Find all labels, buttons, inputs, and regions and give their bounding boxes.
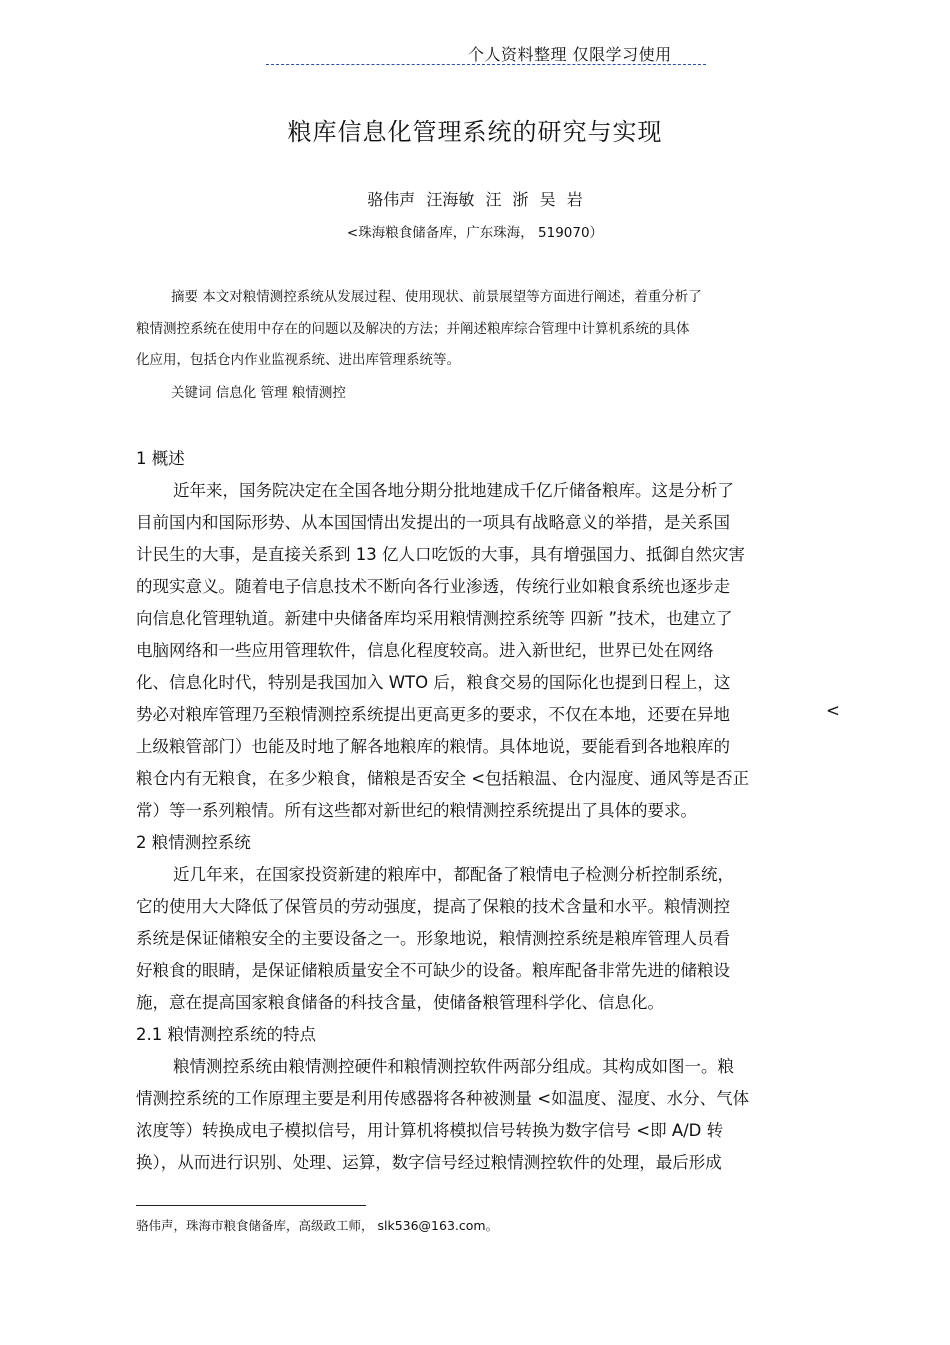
paragraph-line: 它的使用大大降低了保管员的劳动强度，提高了保粮的技术含量和水平。粮情测控 — [136, 897, 730, 916]
paragraph-line: 系统是保证储粮安全的主要设备之一。形象地说，粮情测控系统是粮库管理人员看 — [136, 929, 730, 948]
abstract-line: 摘要 本文对粮情测控系统从发展过程、使用现状、前景展望等方面进行阐述，着重分析了 — [171, 289, 702, 305]
header-divider — [266, 64, 706, 65]
abstract-line: 化应用，包括仓内作业监视系统、进出库管理系统等。 — [136, 352, 460, 368]
paragraph-line: 上级粮管部门）也能及时地了解各地粮库的粮情。具体地说，要能看到各地粮库的 — [136, 737, 730, 756]
paragraph-line: 常）等一系列粮情。所有这些都对新世纪的粮情测控系统提出了具体的要求。 — [136, 801, 697, 820]
paragraph-line: 的现实意义。随着电子信息技术不断向各行业渗透，传统行业如粮食系统也逐步走 — [136, 577, 730, 596]
abstract-line: 粮情测控系统在使用中存在的问题以及解决的方法；并阐述粮库综合管理中计算机系统的具体 — [136, 321, 690, 337]
paragraph-line: 计民生的大事，是直接关系到 13 亿人口吃饭的大事，具有增强国力、抵御自然灾害 — [136, 545, 745, 564]
paragraph-line: 化、信息化时代，特别是我国加入 WTO 后，粮食交易的国际化也提到日程上，这 — [136, 673, 731, 692]
paragraph-line: 换），从而进行识别、处理、运算，数字信号经过粮情测控软件的处理，最后形成 — [136, 1153, 722, 1172]
paragraph-line: 粮情测控系统由粮情测控硬件和粮情测控软件两部分组成。其构成如图一。粮 — [173, 1057, 734, 1076]
paragraph-line: 目前国内和国际形势、从本国国情出发提出的一项具有战略意义的举措，是关系国 — [136, 513, 730, 532]
paragraph-line: 浓度等）转换成电子模拟信号，用计算机将模拟信号转换为数字信号 <即 A/D 转 — [136, 1121, 724, 1140]
header-note: 个人资料整理 仅限学习使用 — [468, 45, 672, 64]
paragraph-line: 好粮食的眼睛，是保证储粮质量安全不可缺少的设备。粮库配备非常先进的储粮设 — [136, 961, 730, 980]
paragraph-line: 粮仓内有无粮食，在多少粮食，储粮是否安全 <包括粮温、仓内湿度、通风等是否正 — [136, 769, 750, 788]
paragraph-line: 情测控系统的工作原理主要是利用传感器将各种被测量 <如温度、湿度、水分、气体 — [136, 1089, 750, 1108]
paper-title: 粮库信息化管理系统的研究与实现 — [287, 118, 663, 146]
author-list: 骆伟声 汪海敏 汪 浙 吴 岩 — [367, 190, 583, 209]
paragraph-line: 向信息化管理轨道。新建中央储备库均采用粮情测控系统等 四新 ”技术，也建立了 — [136, 609, 733, 628]
keywords: 关键词 信息化 管理 粮情测控 — [171, 385, 346, 401]
footnote: 骆伟声，珠海市粮食储备库，高级政工师， slk536@163.com。 — [136, 1218, 499, 1233]
section-heading: 1 概述 — [136, 449, 185, 468]
paragraph-line: 施，意在提高国家粮食储备的科技含量，使储备粮管理科学化、信息化。 — [136, 993, 664, 1012]
footnote-divider — [136, 1205, 366, 1206]
affiliation: <珠海粮食储备库，广东珠海， 519070） — [346, 225, 604, 241]
paragraph-line: 电脑网络和一些应用管理软件，信息化程度较高。进入新世纪，世界已处在网络 — [136, 641, 714, 660]
paragraph-line: 势必对粮库管理乃至粮情测控系统提出更高更多的要求，不仅在本地，还要在异地 — [136, 705, 730, 724]
section-heading: 2 粮情测控系统 — [136, 833, 251, 852]
trailing-bracket: < — [826, 701, 840, 720]
paragraph-line: 近年来，国务院决定在全国各地分期分批地建成千亿斤储备粮库。这是分析了 — [173, 481, 734, 500]
subsection-heading: 2.1 粮情测控系统的特点 — [136, 1025, 316, 1044]
paragraph-line: 近几年来，在国家投资新建的粮库中，都配备了粮情电子检测分析控制系统， — [173, 865, 734, 884]
